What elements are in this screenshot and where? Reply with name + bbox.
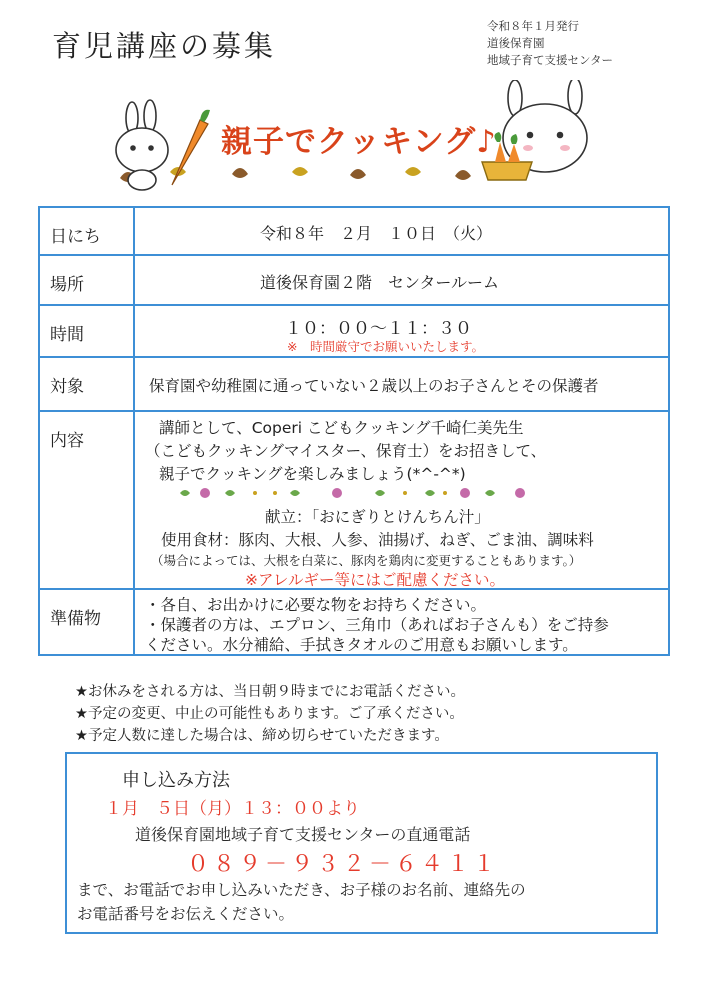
target-label: 対象 — [40, 358, 135, 410]
issue-date: 令和８年１月発行 — [487, 19, 579, 33]
carrot-icon — [172, 110, 210, 185]
date-value: 令和８年 ２月 １０日 （火） — [260, 224, 493, 243]
page-title: 育児講座の募集 — [52, 29, 277, 63]
time-note: ※ 時間厳守でお願いいたします。 — [287, 339, 484, 354]
issuer-center: 地域子育て支援センター — [487, 53, 614, 67]
application-text — [77, 878, 526, 926]
application-line: お電話番号をお伝えください。 — [77, 905, 295, 923]
notes-list — [75, 681, 465, 747]
note-item: ★予定の変更、中止の可能性もあります。ご了承ください。 — [75, 706, 464, 722]
banner-title: 親子でクッキング♪ — [221, 124, 497, 160]
content-line-1: 講師として、Coperi こどもクッキング千崎仁美先生 — [159, 419, 524, 437]
date-row — [40, 208, 668, 256]
content-row — [40, 412, 668, 590]
target-row — [40, 358, 668, 412]
issuer-info — [487, 18, 613, 69]
ingredients-text: 使用食材：豚肉、大根、人参、油揚げ、ねぎ、ごま油、調味料 — [161, 531, 594, 549]
info-table — [38, 206, 670, 656]
leaf-icon — [232, 168, 248, 178]
application-heading: 申し込み方法 — [122, 770, 230, 791]
note-item: ★予定人数に達した場合は、締め切らせていただきます。 — [75, 728, 449, 744]
issuer-nursery: 道後保育園 — [487, 36, 545, 50]
content-line-2: （こどもクッキングマイスター、保育士）をお招きして、 — [145, 442, 547, 460]
date-label: 日にち — [40, 208, 135, 254]
place-value: 道後保育園２階 センタールーム — [260, 273, 500, 292]
content-label: 内容 — [40, 412, 135, 588]
application-line: まで、お電話でお申し込みいただき、お子様のお名前、連絡先の — [77, 881, 526, 899]
application-date: １月 ５日（月）１３：００より — [105, 799, 360, 819]
note-item: ★お休みをされる方は、当日朝９時までにお電話ください。 — [75, 684, 465, 700]
leaf-icon — [350, 169, 366, 179]
leaf-icon — [292, 167, 308, 176]
place-label: 場所 — [40, 256, 135, 304]
application-desc: 道後保育園地域子育て支援センターの直通電話 — [135, 825, 471, 844]
supplies-row — [40, 590, 668, 654]
supplies-line-2: ・保護者の方は、エプロン、三角巾（あればお子さんも）をご持参 — [145, 616, 609, 634]
leaf-icon — [405, 167, 421, 176]
substitution-text: （場合によっては、大根を白菜に、豚肉を鶏肉に変更することもあります。） — [151, 553, 582, 568]
flower-divider — [175, 485, 545, 501]
supplies-label: 準備物 — [40, 590, 135, 654]
time-value: １０：００～１１：３０ — [285, 319, 472, 339]
supplies-line-1: ・各自、お出かけに必要な物をお持ちください。 — [145, 596, 487, 614]
leaf-icon — [455, 170, 471, 180]
time-label: 時間 — [40, 306, 135, 356]
phone-number: ０８９－９３２－６４１１ — [187, 852, 500, 877]
time-row — [40, 306, 668, 358]
menu-text: 献立：「おにぎりとけんちん汁」 — [265, 508, 490, 526]
supplies-line-3: ください。水分補給、手拭きタオルのご用意もお願いします。 — [145, 636, 578, 654]
content-line-3: 親子でクッキングを楽しみましょう(*^-^*) — [159, 465, 466, 483]
application-box — [65, 752, 658, 934]
allergy-note: ※アレルギー等にはご配慮ください。 — [245, 571, 505, 589]
place-row — [40, 256, 668, 306]
target-value: 保育園や幼稚園に通っていない２歳以上のお子さんとその保護者 — [149, 377, 599, 395]
